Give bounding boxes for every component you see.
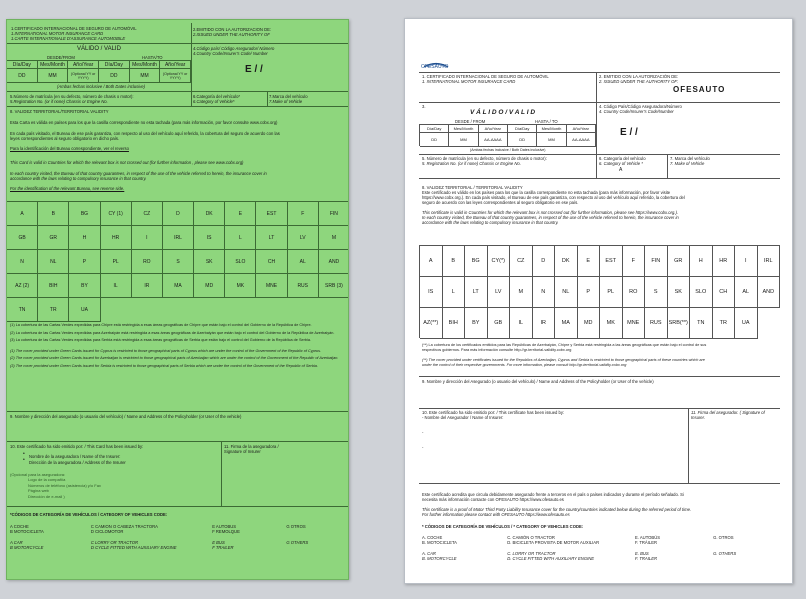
green-country-cell: RO [132,250,163,274]
green-country-code-label: 4.Código país/ Código Asegurador/ Número [193,46,275,51]
white-validity-es-1: Este certificado es válido en los países para los que la casilla correspondiente no esta tachada (para más información, por favor visite [422,190,671,195]
white-insurer-line: - [422,430,424,435]
white-policyholder-label: 9. Nombre y dirección del Asegurado (o usuario del vehículo) / Name and Address of the Policyholder (or User of the vehicle) [422,379,654,384]
white-date-col: Mes/Month [537,125,566,133]
white-country-cell: BG [465,246,488,277]
white-code-item: F. TRÁILER [634,540,658,546]
bullet-icon: • [23,457,25,463]
green-country-cell: FIN [319,202,349,226]
green-code-item: C CAMION O CABEZA TRACTORA [90,524,158,529]
white-code-row [422,556,777,561]
white-country-cell: MNE [623,308,646,339]
green-country-cell: IL [101,274,132,298]
green-country-cell: M [319,226,349,250]
green-authority-label: 2.EMITIDO CON LA AUTORIZACION DE: [193,27,272,32]
green-issued-by-label: 10. Este certificado ha sido emitido por: / This Card has been issued by: [10,444,144,449]
white-category-label-en: 6. Category of Vehicle * [599,161,643,166]
green-code-item: B MOTORCYCLE [10,545,44,551]
green-country-cell: A [7,202,38,226]
green-code-item: B MOTOCICLETA [10,529,44,535]
white-date-value: AA-AAAA [567,133,596,147]
green-from-label: DESDE/FROM [47,55,75,60]
white-code-item: C. CAMIÓN O TRACTOR [507,535,555,540]
green-insurer-name-bullet: Nombre de la aseguradora / Name of the Insurer: [29,454,121,459]
green-registration-label-en: 5.Registration No. (or if none) Chassis or Engine No. [10,99,108,104]
white-both-dates: (Ambas fechas inclusive / Both Dates inclusive) [470,148,546,152]
white-footer-en-2: For further information please contact with OFESAUTO https://www.ofesauto.es [422,512,570,517]
white-country-cell: F [623,246,646,277]
white-country-cell: NL [555,277,578,308]
green-authority-label-en: 2.ISSUED UNDER THE AUTHORITY OF [193,32,270,37]
white-valid-label: V Á L I D O / V A L I D [470,109,536,116]
green-date-col: Año/Year [160,61,191,69]
green-country-cell: B [38,202,69,226]
white-footnote-en-2: under the control of their respective governments. For more information, please consult http://gr-territorial-validity.cobx.org [422,363,627,367]
white-to-label: HASTA / TO [535,119,558,124]
green-optional-line: Números de teléfono (asistencia) y/o Fax [28,482,101,488]
green-country-cell: RUS [288,274,319,298]
white-country-cell: A [420,246,443,277]
white-date-value: MM [537,133,566,147]
white-footnote-es-2: respectivos gobiernos. Para más información consulte http://gr-territorial-validity.cobx.org [422,348,572,352]
green-validity-en-3: accordance with the laws relating to compulsory insurance in that country. [10,176,147,181]
green-optional-line: Logo de la compañía [28,477,66,483]
green-country-cell: PL [101,250,132,274]
green-country-cell: SLO [225,250,256,274]
green-country-cell: S [163,250,194,274]
white-country-cell: AZ(**) [420,308,443,339]
green-country-grid [7,201,349,321]
green-country-cell: GB [7,226,38,250]
white-country-cell: AND [758,277,781,308]
white-country-cell: D [533,246,556,277]
white-date-col: Año/Year [567,125,596,133]
green-validity-es-3: leyes correspondientes al seguro obligatorio en dicho país. [10,136,120,141]
green-insurer-address-bullet: Dirección de la aseguradora / Address of the Insurer [29,460,126,465]
green-code-item: G OTROS [286,524,306,529]
green-date-col: Mes/Month [130,61,161,69]
green-make-label-en: 7.Make of Vehicle [269,99,303,104]
green-validity-es-2: En cada país visitado, el Bureau de ese país garantiza, con respecto al uso del vehículo aquí referido, la cobertura del seguro de acuerdo con las [10,131,280,136]
white-validity-en-3: accordance with the laws relating to compulsory insurance in that country. [422,220,559,225]
white-country-cell: RUS [645,308,668,339]
green-validity-en-2: In each country visited, the Bureau of that country guarantees, in respect of the use of the vehicle referred to herein, the insurance cover in [10,171,267,176]
white-e-code: E / / [620,127,638,138]
green-date-col: Día/Day [99,61,130,69]
green-code-item: C LORRY OR TRACTOR [90,539,139,545]
green-country-cell: AZ (2) [7,274,38,298]
green-date-col: Día/Day [7,61,38,69]
green-title-line-2: 1.INTERNATIONAL MOTOR INSURANCE CARD [11,31,104,36]
white-date-table [419,124,596,146]
white-country-cell: UA [735,308,758,339]
green-code-item: G OTHERS [286,539,309,545]
green-registration-label: 5.Número de matrícula (en su defecto, número de chasis o motor): [10,94,134,99]
white-country-cell: TN [690,308,713,339]
white-country-cell: H [690,246,713,277]
white-country-cell: MK [600,308,623,339]
white-country-cell: SK [668,277,691,308]
green-country-cell: LT [256,226,287,250]
green-category-label-en: 6.Category of Vehicle* [193,99,235,104]
green-country-cell: CY (1) [101,202,132,226]
green-country-cell: SRB (3) [319,274,349,298]
white-date-col: Día/Day [420,125,449,133]
white-validity-es-2: https://www.cobx.org.). En cada país visitado, el Bureau de ese país garantiza, con respecto al uso del vehículo aquí referido, la cobertura del [422,195,685,200]
white-country-cell: CZ [510,246,533,277]
bullet-icon: • [23,451,25,457]
white-make-label-en: 7. Make of Vehicle [670,161,705,166]
ofesauto-logo-text: OFESAUTO [421,64,449,70]
white-authority-label-en: 2. ISSUED UNDER THE AUTHORITY OF: [599,79,679,84]
green-country-cell: CZ [132,202,163,226]
white-country-cell: GB [488,308,511,339]
green-date-col: Mes/Month [38,61,69,69]
white-code-item [713,540,777,545]
white-code-item: E. AUTOBÚS [634,535,661,540]
green-date-value: DD [7,69,38,83]
green-date-value: DD [99,69,130,83]
white-country-cell: GR [668,246,691,277]
green-country-cell: HR [101,226,132,250]
green-optional-line: (Opcional para la aseguradora: [10,472,66,477]
green-optional-line: Página web [28,488,49,494]
white-date-value: DD [508,133,537,147]
white-country-cell: L [443,277,466,308]
green-country-cell: IRL [163,226,194,250]
green-bureau-link-es[interactable]: Para la identificación del Bureau correspondiente, ver el reverso [10,146,129,151]
green-country-code-label-en: 4.Country Code/Insurer's Code/ Number [193,51,268,56]
white-code-item: D. CYCLE FITTED WITH AUXILIARY ENGINE [507,556,595,562]
green-optional-block [10,472,101,499]
white-signature-label: 11. Firma del asegurador. ( Signature of [691,410,765,415]
white-country-cell: SRB(**) [668,308,691,339]
white-registration-label-en: 5. Registration No. (or if none) Chassis or Engine No. [422,161,521,166]
white-country-cell: P [578,277,601,308]
green-date-table [7,60,191,82]
white-insurer-name-label: - Nombre del Asegurador / Name of Insurer: [422,415,504,420]
white-date-col: Mes/Month [449,125,478,133]
white-insurer-line: - [422,445,424,450]
white-code-item: B. MOTORCYCLE [422,556,457,562]
green-card-document [6,19,349,580]
green-date-col: Año/Year [68,61,99,69]
green-both-dates: (Ambas fechas inclusive / Both Dates inclusive) [57,84,145,89]
white-make-label: 7. Marca del vehículo [670,156,710,161]
green-country-cell: MNE [256,274,287,298]
white-code-item: C. LORRY OR TRACTOR [507,550,556,556]
white-code-item [713,556,777,561]
green-country-cell: P [69,250,100,274]
green-date-value: MM [38,69,69,83]
white-card-document [404,18,793,584]
white-country-cell: EST [600,246,623,277]
white-code-item: D. BICICLETA PROVISTA DE MOTOR AUXILIAR [507,540,600,546]
green-validity-title: 8. VALIDEZ TERRITORIAL/TERRITORIAL VALIDITY [10,109,109,114]
green-valid-label: VÁLIDO / VALID [77,46,121,52]
white-country-cell: HR [713,246,736,277]
white-code-item: E. BUS [634,550,649,556]
green-category-label: 6.Categoría del vehículo* [193,94,241,99]
green-code-row [10,545,347,550]
green-footnotes [10,323,347,372]
white-code-item: A. COCHE [422,535,443,540]
green-policyholder-label: 9. Nombre y dirección del asegurado (o usuario del vehículo) / Name and Address of the Policyholder (or User of the vehicle) [10,414,242,419]
white-country-cell: LV [488,277,511,308]
white-country-cell: BY [465,308,488,339]
white-country-cell: DK [555,246,578,277]
green-country-cell: D [163,202,194,226]
green-country-cell: IR [132,274,163,298]
green-country-cell: F [288,202,319,226]
green-country-cell: NL [38,250,69,274]
white-code-row [422,540,777,545]
white-code-item: B. MOTOCICLETA [422,540,457,546]
green-footnote: (1) The cover provided under Green Cards issued for Cyprus is restricted to those geographical parts of Cyprus which are under the control of the Government of the Republic of Cyprus. [10,348,322,353]
white-title-line-2: 1. INTERNATIONAL MOTOR INSURANCE CARD [422,79,516,84]
white-registration-label: 5. Número de matrícula (en su defecto, número de chasis o motor): [422,156,547,161]
white-country-cell: TR [713,308,736,339]
green-country-cell: GR [38,226,69,250]
green-date-value: MM [130,69,161,83]
white-date-value: DD [420,133,449,147]
green-country-cell: UA [69,298,100,322]
white-country-cell: BIH [443,308,466,339]
white-date-value: AA-AAAA [479,133,508,147]
white-code-item: F. TRAILER [634,556,658,562]
green-code-item: E AUTOBUS [212,524,237,529]
white-footer-en-1: This certificate is a proof of Motor Third Party Liability Insurance cover for the country/countries indicated below during the referred period of time. [422,507,692,512]
green-country-cell: BIH [38,274,69,298]
white-country-code-label-en: 4. Country Code/Insurer's Code/Number [599,109,674,114]
green-code-item [286,529,347,534]
white-footer-es-1: Este certificado acredita que circula debidamente asegurado frente a terceros en el país o países indicados y durante el período señalado. Si [422,492,684,497]
white-country-code-label: 4. Código País/Código Aseguradora/Número [599,104,682,109]
green-footnote: (2) La cobertura de las Cartas Verdes expedidas para Azerbaiyán está restringida a esas áreas geográficas de Azerbaiyán que están bajo el control del Gobierno de la República de Azerbaiyán. [10,330,335,335]
white-country-cell: LT [465,277,488,308]
green-code-item: A CAR [10,539,23,545]
green-footnote: (2) The cover provided under Green Cards issued for Azerbaijan is restricted to those geographical parts of Azerbaijan which are under the control of the Government of the Republic of Azerbaijan. [10,356,339,361]
green-footnote: (3) La cobertura de las Cartas Verdes expedidas para Serbia está restringida a esas áreas geográficas de Serbia que están bajo el control del Gobierno de la República de Serbia. [10,338,311,343]
white-country-cell: PL [600,277,623,308]
white-country-cell: B [443,246,466,277]
white-code-item: G. OTHERS [713,550,737,556]
green-validity-es-1: Esta Carta es válida en países para los que la casilla correspondiente no esta tachada (para más información, por favor consulte www.cobx.org) [10,120,278,125]
white-country-cell: MD [578,308,601,339]
white-country-cell: MA [555,308,578,339]
green-bureau-link-en[interactable]: For the identification of the relevant Bureau, see reverse side. [10,186,125,191]
green-country-cell: MD [194,274,225,298]
green-country-cell: EST [256,202,287,226]
white-validity-en-1: This certificate is valid in Countries for which the relevant box is not crossed out (for further information, please see https://www.cobx.org.). [422,210,679,215]
white-country-grid [419,245,780,338]
green-code-item: D CICLOMOTOR [90,529,124,535]
white-authority-label: 2. EMITIDO CON LA AUTORIZACIÓN DE: [599,74,679,79]
green-country-cell: BY [69,274,100,298]
white-validity-es-3: seguro de acuerdo con las leyes correspondientes al seguro obligatorio en ese país. [422,200,579,205]
white-issued-by-label: 10. Este certificado ha sido emitido por: / This certificate has been issued by: [422,410,565,415]
green-category-codes-title: *CÓDIGOS DE CATEGORÍA DE VEHÍCULOS / CATEGORY OF VEHICLES CODE: [10,512,168,517]
white-country-cell: CY(*) [488,246,511,277]
green-country-cell: CH [256,250,287,274]
green-optional-line: Dirección de e-mail ) [28,493,65,499]
white-country-cell: S [645,277,668,308]
white-date-col: Día/Day [508,125,537,133]
green-country-cell: IS [194,226,225,250]
white-validity-title: 8. VALIDEZ TERRITORIAL / TERRITORIAL VALIDITY [422,185,523,190]
green-country-cell: E [225,202,256,226]
white-country-cell: N [533,277,556,308]
white-code-item: G. OTROS [713,535,734,540]
green-code-row [10,529,347,534]
green-country-cell: N [7,250,38,274]
green-code-item: A COCHE [10,524,29,529]
green-validity-en-1: This Card is valid in Countries for which the relevant box is not crossed out (for further information , please see www.cobx.org) [10,160,244,165]
white-category-codes [422,535,777,562]
green-code-item: D CYCLE FITTED WITH AUXILIARY ENGINE [90,545,177,551]
green-country-cell: MA [163,274,194,298]
green-country-cell: TN [7,298,38,322]
white-footnote-es-1: (**) La cobertura de los certificados emitidos para las Repúblicas de Azerbaiyán, Chipre y Serbia está restringida a las áreas geográficas que están bajo el control de sus [422,343,707,347]
white-date-value: MM [449,133,478,147]
white-code-item: A. CAR [422,550,436,556]
white-country-cell: RO [623,277,646,308]
white-country-cell: AL [735,277,758,308]
white-country-cell: CH [713,277,736,308]
green-country-cell: I [132,226,163,250]
white-authority-name: OFESAUTO [673,85,726,94]
white-footnote-en-1: (**) The cover provided under certificates issued for the Republics of Azerbaijan, Cyprus and Serbia is restricted to those geographical parts of these countries which are [422,358,705,362]
white-from-label: DESDE / FROM [455,119,486,124]
white-country-cell: IS [420,277,443,308]
white-category-label: 6. Categoría del vehículo [599,156,646,161]
green-footnote: (3) The cover provided under Green Cards issued for Serbia is restricted to those geographical parts of Serbia which are under the control of the Government of the Republic of Serbia. [10,363,318,368]
green-signature-label-en: Signature of Insurer [224,449,261,454]
green-title-line-3: 1.CARTE INTERNATIONALE D'ASSURANCE AUTOMOBILE [11,36,126,41]
white-country-cell: IR [533,308,556,339]
green-date-value: (Optional YY or YYYY) [68,69,99,83]
green-country-cell: LV [288,226,319,250]
green-country-cell: SK [194,250,225,274]
green-country-cell: H [69,226,100,250]
white-title-line-1: 1. CERTIFICADO INTERNACIONAL DE SEGURO DE AUTOMÓVIL [422,74,549,79]
green-footnote: (1) La cobertura de las Cartas Verdes expedidas para Chipre está restringida a esas áreas geográficas de Chipre que están bajo el control del Gobierno de la República de Chipre. [10,323,312,327]
white-country-cell: IRL [758,246,781,277]
green-country-cell: AL [288,250,319,274]
green-signature-label: 11. Firma de la aseguradora / [224,444,279,449]
green-to-label: HASTA/TO [142,55,163,60]
green-make-label: 7.Marca del vehículo [269,94,308,99]
green-country-cell: MK [225,274,256,298]
green-code-item: E BUS [212,539,225,545]
white-country-cell: SLO [690,277,713,308]
green-country-cell: AND [319,250,349,274]
white-validity-en-2: In each country visited, the Bureau of that country guarantees, in respect of the use of the vehicle referred to herein, the insurance cover in [422,215,679,220]
green-date-value: (Optional YY or YYYY) [160,69,191,83]
white-field-3-label: 3. [422,104,426,109]
white-footer-es-2: necesita más información contacte con OFESAUTO https://www.ofesauto.es [422,497,564,502]
green-code-item [286,545,347,550]
green-country-cell: BG [69,202,100,226]
green-country-cell: TR [38,298,69,322]
green-e-code: E / / [245,64,263,75]
green-title-line-1: 1.CERTIFICADO INTERNACIONAL DE SEGURO DE AUTOMÓVIL [11,26,137,31]
white-country-cell: E [578,246,601,277]
white-country-cell: M [510,277,533,308]
white-category-codes-title: * CÓDIGOS DE CATEGORÍA DE VEHÍCULOS / * CATEGORY OF VEHICLES CODE: [422,524,584,529]
white-country-cell: FIN [645,246,668,277]
green-country-cell: DK [194,202,225,226]
white-country-cell: I [735,246,758,277]
green-code-item: F TRAILER [212,545,234,551]
green-country-cell: L [225,226,256,250]
green-code-item: F REMOLQUE [212,529,240,535]
white-date-col: Año/Year [479,125,508,133]
white-country-cell: IL [510,308,533,339]
white-category-value: A [619,167,623,173]
green-category-codes [10,524,347,551]
white-signature-label-en: Insurer. [691,415,706,420]
